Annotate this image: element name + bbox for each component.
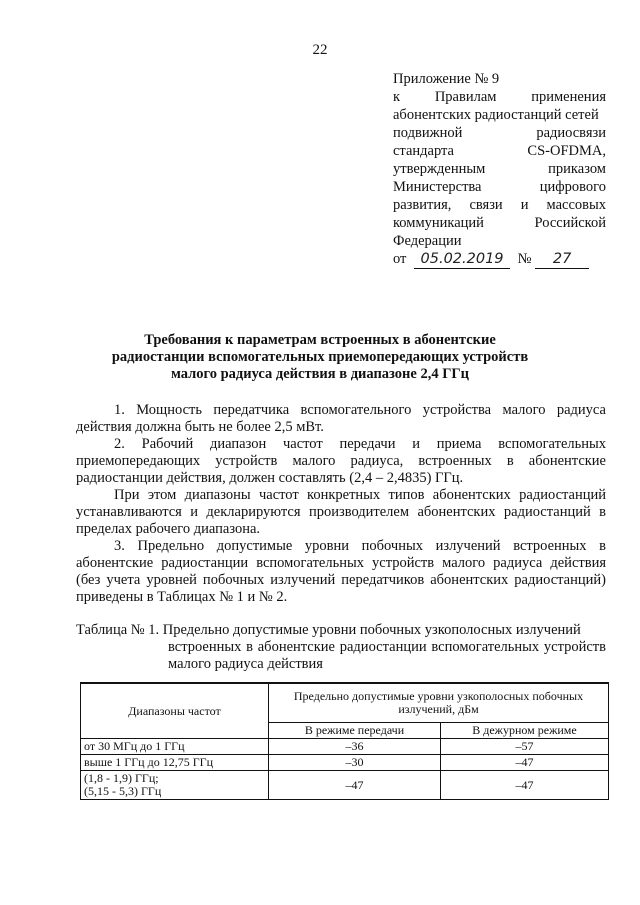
table-header-row bbox=[81, 683, 609, 723]
order-date: 05.02.2019 bbox=[414, 250, 510, 269]
table-caption bbox=[76, 622, 606, 673]
appendix-block bbox=[393, 70, 606, 269]
page-number: 22 bbox=[312, 42, 328, 58]
appendix-line: к Правилам применения bbox=[393, 89, 606, 105]
col-header-limits: Предельно допустимые уровни узкополосных побочных излучений, дБм bbox=[269, 683, 609, 723]
order-number: 27 bbox=[535, 250, 589, 269]
appendix-line: коммуникаций Российской bbox=[393, 215, 606, 231]
limits-table bbox=[80, 682, 609, 800]
caption-line: встроенных в абонентские радиостанции вспомогательных устройств малого радиуса действия bbox=[168, 639, 606, 672]
appendix-line: Министерства цифрового bbox=[393, 179, 606, 195]
appendix-line: стандарта CS-OFDMA, bbox=[393, 143, 606, 159]
document-title bbox=[92, 332, 548, 383]
appendix-line: развития, связи и массовых bbox=[393, 197, 606, 213]
tx-cell: –36 bbox=[269, 739, 441, 755]
paragraph-2: 2. Рабочий диапазон частот передачи и приема вспомогательных приемопередающих устройств малого радиуса, встроенных в абонентские радиостанции действия, должен составлять (2,4 – 2,4835) ГГц. bbox=[76, 436, 606, 486]
range-cell: от 30 МГц до 1 ГГц bbox=[81, 739, 269, 755]
range-cell: выше 1 ГГц до 12,75 ГГц bbox=[81, 755, 269, 771]
range-line: (1,8 - 1,9) ГГц; bbox=[84, 771, 159, 785]
title-line: малого радиуса действия в диапазоне 2,4 ГГц bbox=[170, 366, 470, 382]
appendix-line: абонентских радиостанций сетей bbox=[393, 107, 599, 123]
col-header-tx: В режиме передачи bbox=[269, 723, 441, 739]
from-label: от bbox=[393, 251, 407, 267]
standby-cell: –57 bbox=[441, 739, 609, 755]
title-line: радиостанции вспомогательных приемопередающих устройств bbox=[111, 349, 529, 365]
body-text bbox=[76, 402, 606, 606]
number-label: № bbox=[517, 251, 532, 267]
col-header-ranges: Диапазоны частот bbox=[81, 683, 269, 739]
paragraph-1: 1. Мощность передатчика вспомогательного устройства малого радиуса действия должна быть не более 2,5 мВт. bbox=[76, 402, 606, 435]
table-row bbox=[81, 739, 609, 755]
range-line: (5,15 - 5,3) ГГц bbox=[84, 784, 162, 798]
appendix-line: подвижной радиосвязи bbox=[393, 125, 606, 141]
col-header-standby: В дежурном режиме bbox=[441, 723, 609, 739]
table-row bbox=[81, 771, 609, 800]
order-date-number bbox=[393, 250, 606, 269]
range-cell bbox=[81, 771, 269, 800]
tx-cell: –30 bbox=[269, 755, 441, 771]
title-line: Требования к параметрам встроенных в абонентские bbox=[144, 332, 496, 348]
appendix-line: утвержденным приказом bbox=[393, 161, 606, 177]
appendix-line: Федерации bbox=[393, 233, 462, 249]
tx-cell: –47 bbox=[269, 771, 441, 800]
standby-cell: –47 bbox=[441, 755, 609, 771]
table-row bbox=[81, 755, 609, 771]
paragraph-3: При этом диапазоны частот конкретных типов абонентских радиостанций устанавливаются и декларируются производителем абонентских радиостанций в пределах рабочего диапазона. bbox=[76, 487, 606, 537]
caption-line: Таблица № 1. Предельно допустимые уровни побочных узкополосных излучений bbox=[76, 622, 581, 638]
paragraph-4: 3. Предельно допустимые уровни побочных излучений встроенных в абонентские радиостанции вспомогательных устройств малого радиуса действия (без учета уровней побочных излучений передатчиков абонентских радиостанций) приведены в Таблицах № 1 и № 2. bbox=[76, 538, 606, 605]
standby-cell: –47 bbox=[441, 771, 609, 800]
appendix-line: Приложение № 9 bbox=[393, 71, 500, 87]
